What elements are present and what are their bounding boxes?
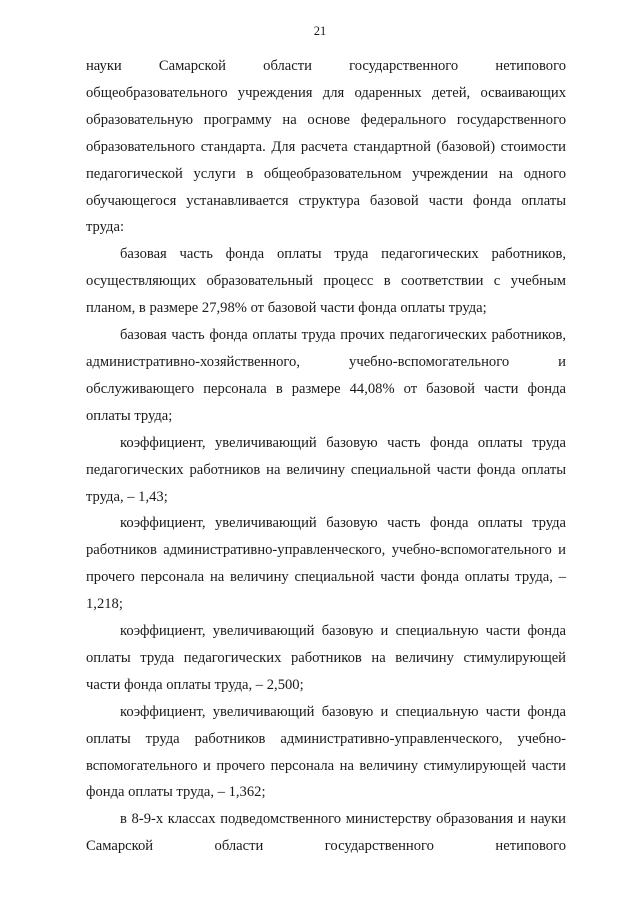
paragraph-continuation: науки Самарской области государственного нетипового общеобразовательного учреждения для одаренных детей, осваивающих образовательную программу на основе федерального государственного образовательного стандарта. Для расчета стандартной (базовой) стоимости педагогической услуги в общеобразовательном учреждении на одного обучающегося устанавливается структура базовой части фонда оплаты труда: bbox=[86, 58, 566, 236]
paragraph-coef-special-teaching: коэффициент, увеличивающий базовую часть фонда оплаты труда педагогических работников на величину специальной части фонда оплаты труда, – 1,43; bbox=[86, 434, 566, 505]
page-number: 21 bbox=[313, 24, 327, 38]
paragraph-base-teaching-staff: базовая часть фонда оплаты труда педагогических работников, осуществляющих образовательный процесс в соответствии с учебным планом, в размере 27,98% от базовой части фонда оплаты труда; bbox=[86, 246, 566, 317]
paragraph-coef-incentive-teaching: коэффициент, увеличивающий базовую и специальную части фонда оплаты труда педагогических работников на величину стимулирующей части фонда оплаты труда, – 2,500; bbox=[86, 623, 566, 693]
document-body bbox=[86, 53, 566, 860]
paragraph-grades-8-9: в 8-9-х классах подведомственного министерству образования и науки Самарской области государственного нетипового bbox=[86, 811, 566, 855]
paragraph-coef-special-admin: коэффициент, увеличивающий базовую часть фонда оплаты труда работников административно-управленческого, учебно-вспомогательного и прочего персонала на величину специальной части фонда оплаты труда, – 1,218; bbox=[86, 515, 566, 613]
paragraph-coef-incentive-admin: коэффициент, увеличивающий базовую и специальную части фонда оплаты труда работников административно-управленческого, учебно-вспомогательного и прочего персонала на величину стимулирующей части фонда оплаты труда, – 1,362; bbox=[86, 703, 566, 801]
paragraph-base-other-staff: базовая часть фонда оплаты труда прочих педагогических работников, административно-хозяйственного, учебно-вспомогательного и обслуживающего персонала в размере 44,08% от базовой части фонда оплаты труда; bbox=[86, 327, 566, 424]
